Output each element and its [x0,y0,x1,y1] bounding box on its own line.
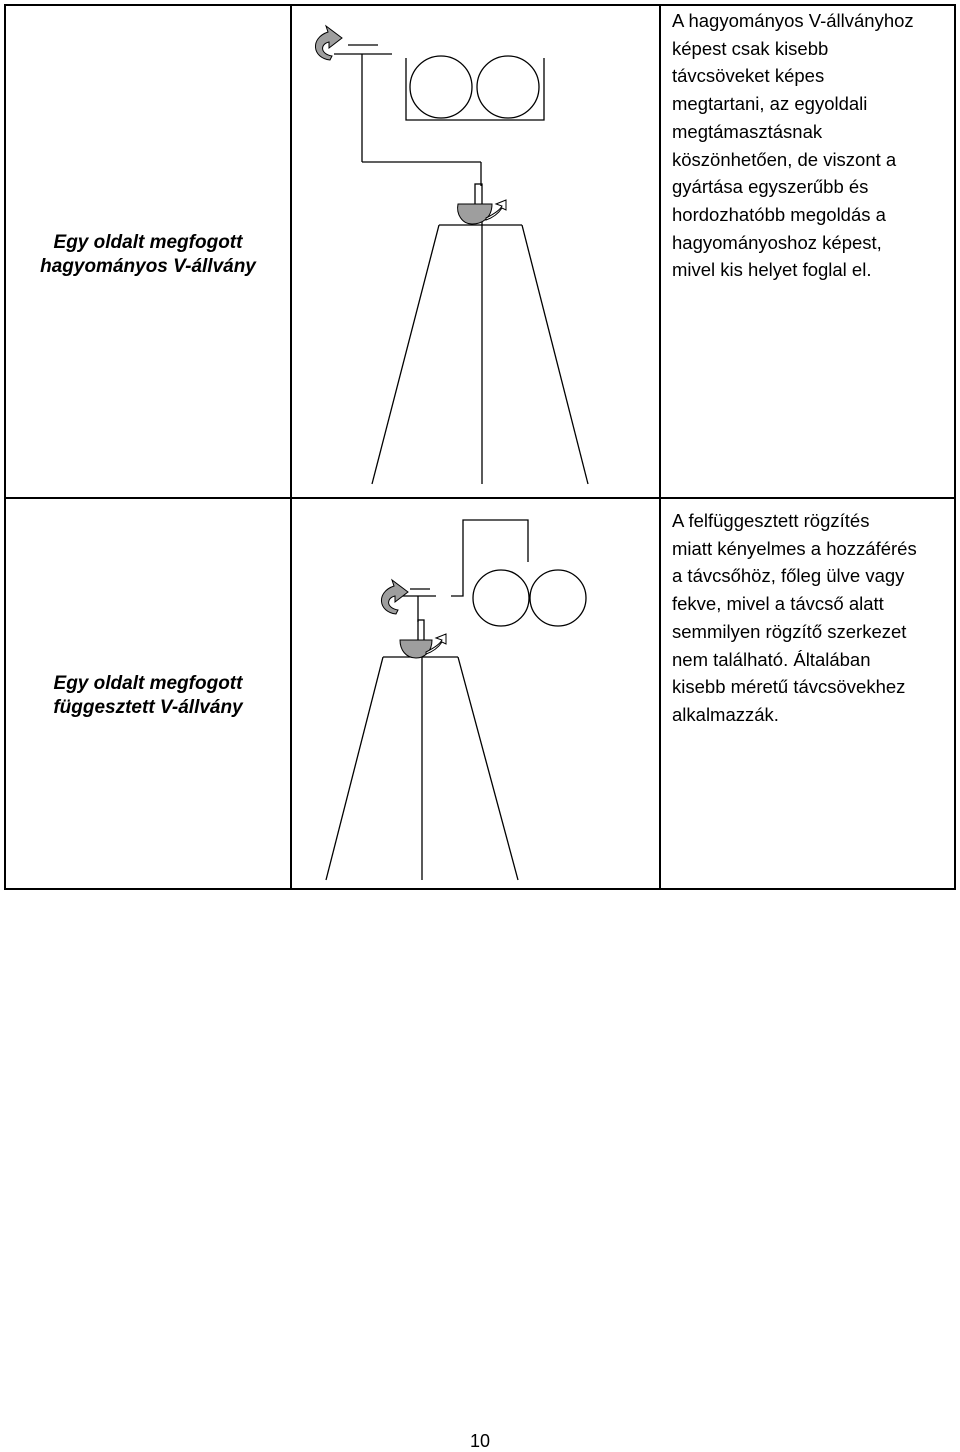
rotate-arrow-icon [458,200,506,224]
page-number: 10 [469,1431,491,1451]
column-divider-right [659,4,661,890]
suspended-v-stand-diagram [296,502,656,886]
rotate-arrow-icon [381,580,408,614]
rotate-arrow-icon [400,634,446,658]
rotate-arrow-icon [315,26,342,60]
side-mounted-v-stand-diagram [296,8,656,494]
row-1-label: Egy oldalt megfogott hagyományos V-állvány [40,232,256,277]
row-2-label: Egy oldalt megfogott függesztett V-állvány [53,673,243,718]
column-divider-left [290,4,292,890]
row-2-description: A felfüggesztett rögzítés miatt kényelmes a hozzáférés a távcsőhöz, főleg ülve vagy fekve, mivel a távcső alatt semmilyen rögzítő szerkezet nem található. Általában kisebb méretű távcsövekhez alkalmazzák. [672,510,917,725]
row-1-description: A hagyományos V-állványhoz képest csak kisebb távcsöveket képes megtartani, az egyoldali megtámasztásnak köszönhetően, de viszont a gyártása egyszerűbb és hordozhatóbb megoldás a hagyományoshoz képest, mivel kis helyet foglal el. [672,10,914,281]
row-divider [4,497,956,499]
